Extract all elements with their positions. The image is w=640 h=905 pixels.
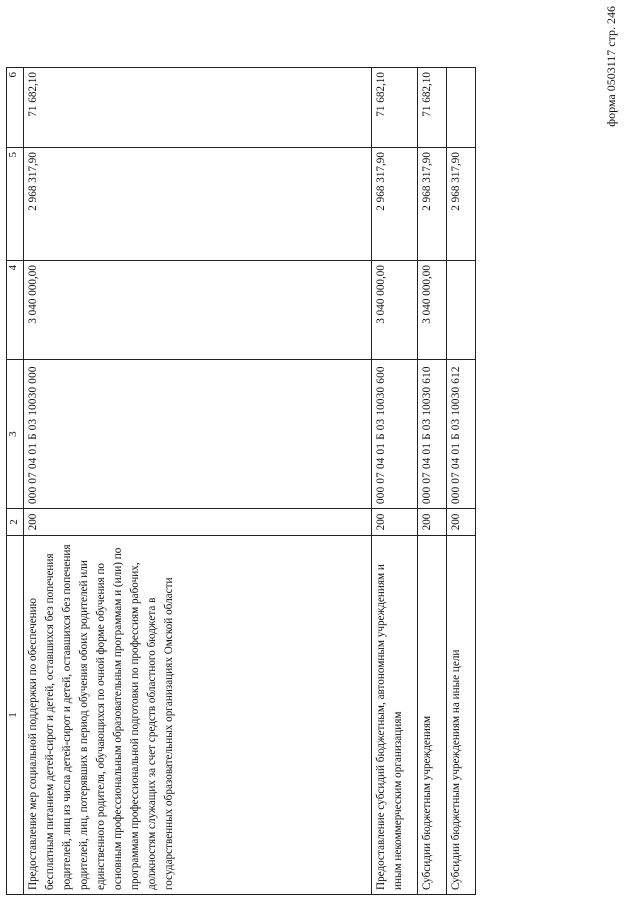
row-executed: 2 968 317,90 [447, 148, 476, 261]
header-col-5: 5 [7, 148, 24, 261]
row-line-code: 200 [418, 509, 447, 536]
form-label: форма 0503117 стр. 246 [604, 6, 618, 127]
table-row [372, 68, 418, 895]
row-line-code: 200 [447, 509, 476, 536]
row-unexecuted: 71 682,10 [372, 68, 418, 148]
header-col-4: 4 [7, 261, 24, 360]
header-col-1: 1 [7, 536, 24, 895]
header-col-2: 2 [7, 509, 24, 536]
row-unexecuted: 71 682,10 [418, 68, 447, 148]
row-name: Предоставление субсидий бюджетным, автономным учреждениям и иным некоммерческим организациям [372, 536, 418, 895]
row-class-code: 000 07 04 01 Б 03 10030 612 [447, 360, 476, 509]
row-class-code: 000 07 04 01 Б 03 10030 000 [24, 360, 372, 509]
table-row [418, 68, 447, 895]
row-unexecuted [447, 68, 476, 148]
row-class-code: 000 07 04 01 Б 03 10030 600 [372, 360, 418, 509]
header-row [7, 68, 24, 895]
row-name: Субсидии бюджетным учреждениям [418, 536, 447, 895]
row-name: Предоставление мер социальной поддержки по обеспечению бесплатным питанием детей-сирот и детей, оставшихся без попечения родителей, лиц из числа детей-сирот и детей, оставшихся без попечения родителей, лиц, потерявших в период обучения обоих родителей или единственного родителя, обучающихся по очной форме обучения по основным профессиональным образовательным программам и (или) по программам профессиональной подготовки по профессиям рабочих, должностям служащих за счет средств областного бюджета в государственных образовательных организациях Омской области [24, 536, 372, 895]
row-approved: 3 040 000,00 [24, 261, 372, 360]
row-approved: 3 040 000,00 [372, 261, 418, 360]
row-class-code: 000 07 04 01 Б 03 10030 610 [418, 360, 447, 509]
row-name: Субсидии бюджетным учреждениям на иные цели [447, 536, 476, 895]
header-col-3: 3 [7, 360, 24, 509]
row-line-code: 200 [372, 509, 418, 536]
row-executed: 2 968 317,90 [418, 148, 447, 261]
table-row [447, 68, 476, 895]
row-line-code: 200 [24, 509, 372, 536]
row-executed: 2 968 317,90 [24, 148, 372, 261]
row-unexecuted: 71 682,10 [24, 68, 372, 148]
table-row [24, 68, 372, 895]
budget-table [6, 67, 476, 895]
row-executed: 2 968 317,90 [372, 148, 418, 261]
row-approved: 3 040 000,00 [418, 261, 447, 360]
row-approved [447, 261, 476, 360]
header-col-6: 6 [7, 68, 24, 148]
